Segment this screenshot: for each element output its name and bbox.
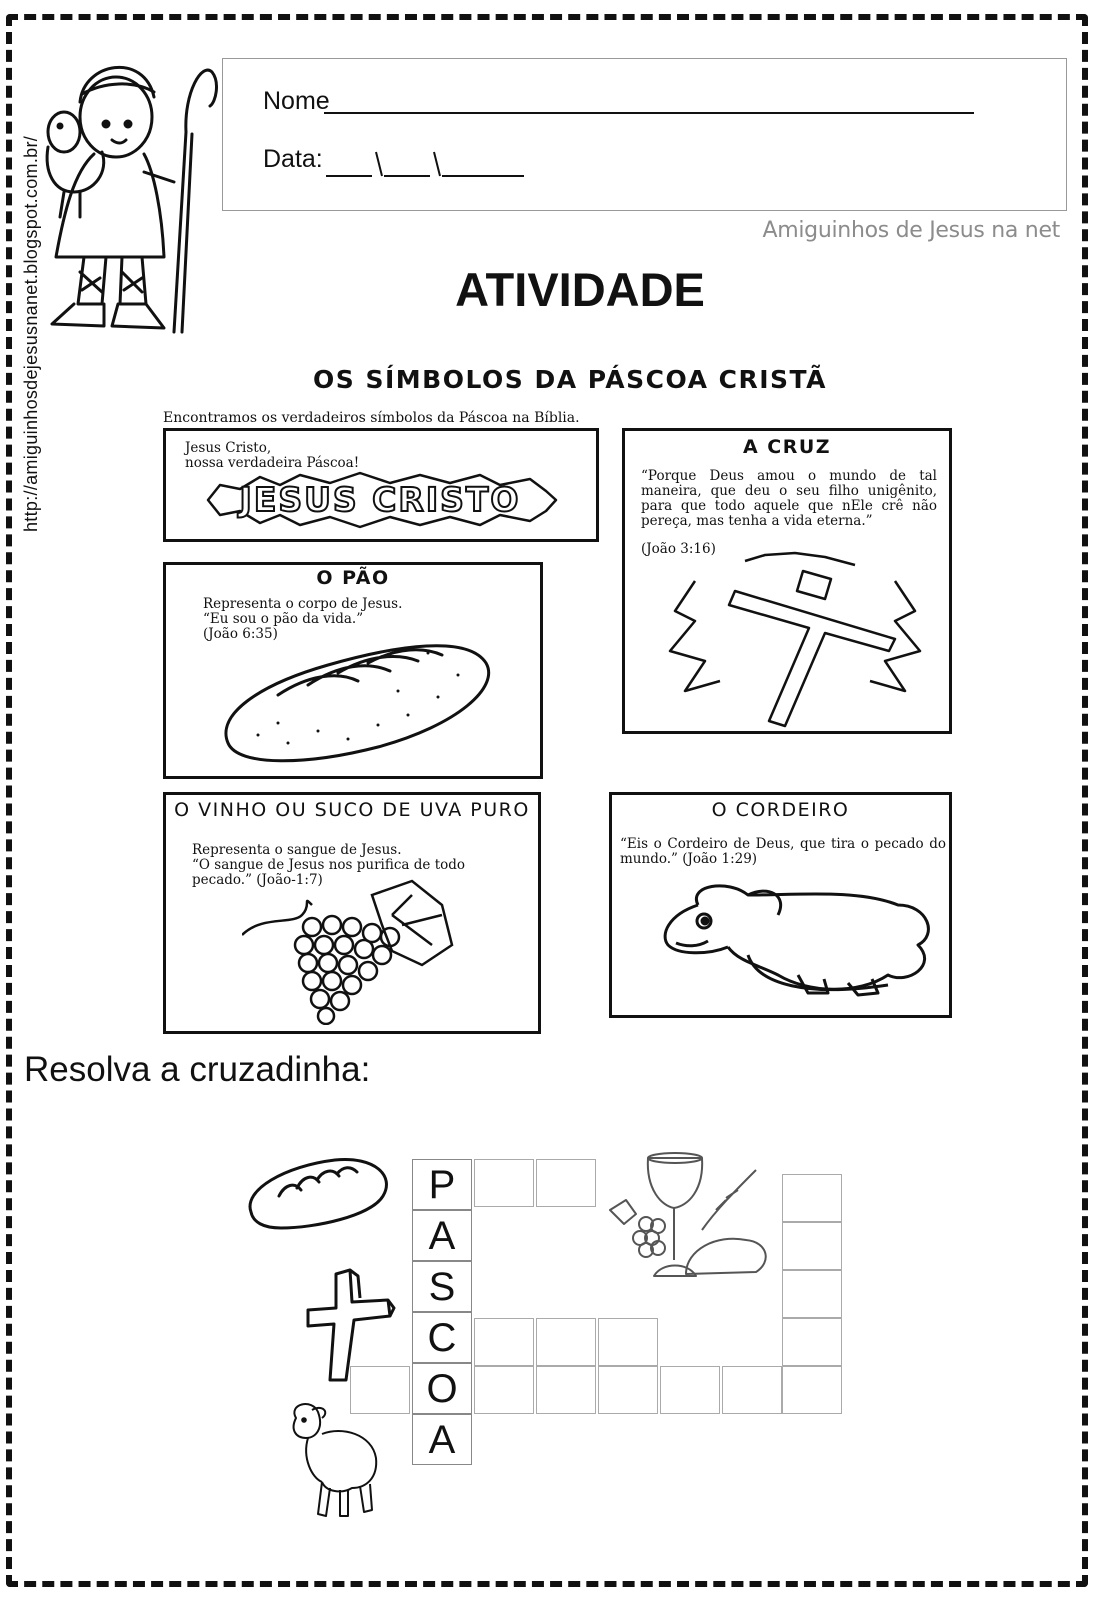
card-o-cordeiro: [609, 792, 952, 1018]
pao-line1: Representa o corpo de Jesus.: [203, 596, 403, 612]
name-field[interactable]: [324, 112, 974, 114]
crossword-cell[interactable]: [598, 1318, 658, 1366]
date-label: Data:: [263, 145, 323, 173]
lamb-icon: [282, 1398, 382, 1524]
site-url: http://amiguinhosdejesusnanet.blogspot.com.br/: [21, 135, 41, 532]
date-field[interactable]: [326, 150, 526, 178]
pao-line2: “Eu sou o pão da vida.”: [203, 611, 364, 627]
crossword-letter-cell: P: [412, 1159, 472, 1210]
bread-icon: [245, 1156, 393, 1232]
student-info-box: [222, 58, 1067, 211]
card-jesus-cristo: [163, 428, 599, 542]
crossword-letter-cell: O: [412, 1363, 472, 1414]
cordeiro-text: “Eis o Cordeiro de Deus, que tira o pecado do mundo.” (João 1:29): [620, 836, 946, 867]
card-o-vinho: [163, 792, 541, 1034]
crossword-cell[interactable]: [782, 1318, 842, 1366]
crossword-cell[interactable]: [474, 1366, 534, 1414]
crossword-cell[interactable]: [782, 1222, 842, 1270]
crossword-cell[interactable]: [350, 1366, 410, 1414]
crossword-instruction: Resolva a cruzadinha:: [24, 1050, 371, 1089]
cordeiro-title: O CORDEIRO: [711, 799, 850, 821]
jesus-line2: nossa verdadeira Páscoa!: [185, 455, 360, 471]
grapes-illustration: [242, 875, 462, 1025]
crossword-cell[interactable]: [782, 1270, 842, 1318]
page-title: ATIVIDADE: [455, 263, 705, 316]
crossword-cell[interactable]: [598, 1366, 658, 1414]
crossword-cell[interactable]: [782, 1174, 842, 1222]
jesus-banner-text: JESUS CRISTO: [239, 480, 521, 519]
pao-ref: (João 6:35): [203, 626, 278, 642]
cross-illustration: [665, 551, 925, 731]
name-label: Nome: [263, 87, 330, 115]
vinho-title: O VINHO OU SUCO DE UVA PURO: [174, 799, 530, 821]
crossword-cell[interactable]: [474, 1159, 534, 1207]
crossword-letter-cell: C: [412, 1312, 472, 1363]
vinho-line2: “O sangue de Jesus nos purifica de todo pecado.” (João-1:7): [192, 857, 466, 888]
communion-icon: [606, 1150, 776, 1286]
card-o-pao: [163, 562, 543, 779]
card-a-cruz: [622, 428, 952, 734]
blog-watermark: Amiguinhos de Jesus na net: [762, 218, 1060, 243]
cruz-text: “Porque Deus amou o mundo de tal maneira, que deu o seu filho unigênito, para que todo aquele que nEle crê não pereça, mas tenha a vida eterna.”: [641, 468, 937, 529]
crossword-cell[interactable]: [536, 1366, 596, 1414]
vinho-line1: Representa o sangue de Jesus.: [192, 842, 402, 858]
crossword-letter-cell: A: [412, 1414, 472, 1465]
page-subtitle: OS SÍMBOLOS DA PÁSCOA CRISTÃ: [313, 365, 827, 394]
cruz-ref: (João 3:16): [641, 541, 716, 557]
jesus-line1: Jesus Cristo,: [185, 440, 272, 456]
jesus-cristo-banner: [200, 471, 560, 529]
cruz-title: A CRUZ: [742, 436, 832, 458]
crossword-cell[interactable]: [782, 1366, 842, 1414]
crossword-letter-cell: S: [412, 1261, 472, 1312]
intro-text: Encontramos os verdadeiros símbolos da Páscoa na Bíblia.: [163, 410, 580, 426]
crossword-letter-cell: A: [412, 1210, 472, 1261]
lamb-illustration: [658, 875, 938, 1005]
crossword-cell[interactable]: [536, 1318, 596, 1366]
crossword-cell[interactable]: [474, 1318, 534, 1366]
crossword-cell[interactable]: [722, 1366, 782, 1414]
pao-title: O PÃO: [316, 567, 390, 589]
bread-illustration: [218, 635, 498, 767]
crossword-cell[interactable]: [536, 1159, 596, 1207]
crossword-cell[interactable]: [660, 1366, 720, 1414]
